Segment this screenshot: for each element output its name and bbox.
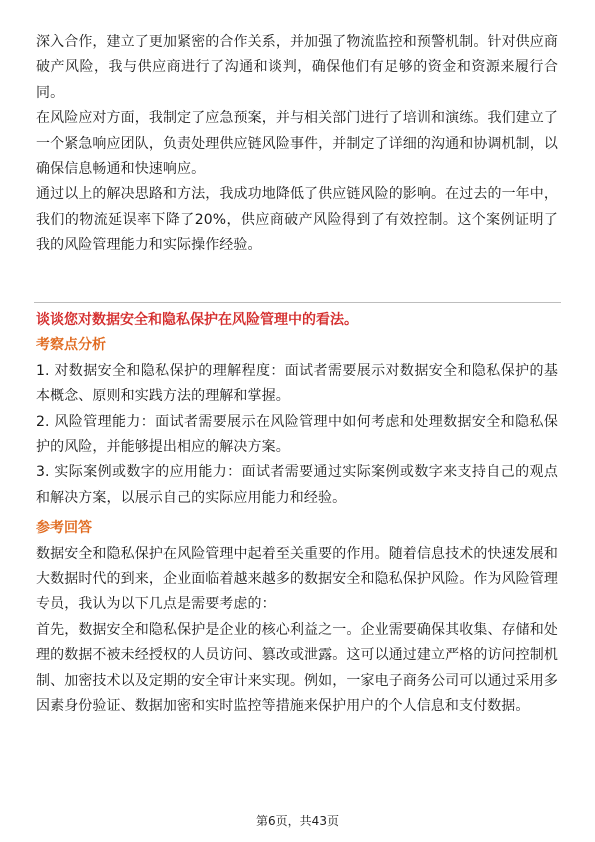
- analysis-item: 2. 风险管理能力：面试者需要展示在风险管理中如何考虑和处理数据安全和隐私保护的风险，并能够提出相应的解决方案。: [36, 413, 558, 456]
- analysis-heading: 考察点分析: [36, 337, 106, 354]
- page-number: 第6页，共43页: [256, 814, 339, 828]
- body-paragraph: 通过以上的解决思路和方法，我成功地降低了供应链风险的影响。在过去的一年中，我们的物流延误率下降了20%，供应商破产风险得到了有效控制。这个案例证明了我的风险管理能力和实际操作经验。: [36, 186, 558, 254]
- body-paragraph: 深入合作，建立了更加紧密的合作关系，并加强了物流监控和预警机制。针对供应商破产风险，我与供应商进行了沟通和谈判，确保他们有足够的资金和资源来履行合同。: [36, 34, 558, 101]
- section-divider: [34, 302, 561, 303]
- answer-heading: 参考回答: [36, 520, 92, 537]
- question-section: [36, 308, 558, 720]
- body-paragraph: 在风险应对方面，我制定了应急预案，并与相关部门进行了培训和演练。我们建立了一个紧急响应团队，负责处理供应链风险事件，并制定了详细的沟通和协调机制，以确保信息畅通和快速响应。: [36, 110, 558, 178]
- analysis-item: 3. 实际案例或数字的应用能力：面试者需要通过实际案例或数字来支持自己的观点和解决方案，以展示自己的实际应用能力和经验。: [36, 464, 558, 506]
- answer-paragraph: 数据安全和隐私保护在风险管理中起着至关重要的作用。随着信息技术的快速发展和大数据时代的到来，企业面临着越来越多的数据安全和隐私保护风险。作为风险管理专员，我认为以下几点是需要考虑的：: [36, 545, 558, 613]
- analysis-item: 1. 对数据安全和隐私保护的理解程度：面试者需要展示对数据安全和隐私保护的基本概念、原则和实践方法的理解和掌握。: [36, 362, 558, 405]
- previous-answer-continuation: [36, 30, 558, 259]
- answer-paragraph: 首先，数据安全和隐私保护是企业的核心利益之一。企业需要确保其收集、存储和处理的数据不被未经授权的人员访问、篡改或泄露。这可以通过建立严格的访问控制机制、加密技术以及定期的安全审计来实现。例如，一家电子商务公司可以通过采用多因素身份验证、数据加密和实时监控等措施来保护用户的个人信息和支付数据。: [36, 621, 558, 715]
- question-title: 谈谈您对数据安全和隐私保护在风险管理中的看法。: [36, 312, 358, 328]
